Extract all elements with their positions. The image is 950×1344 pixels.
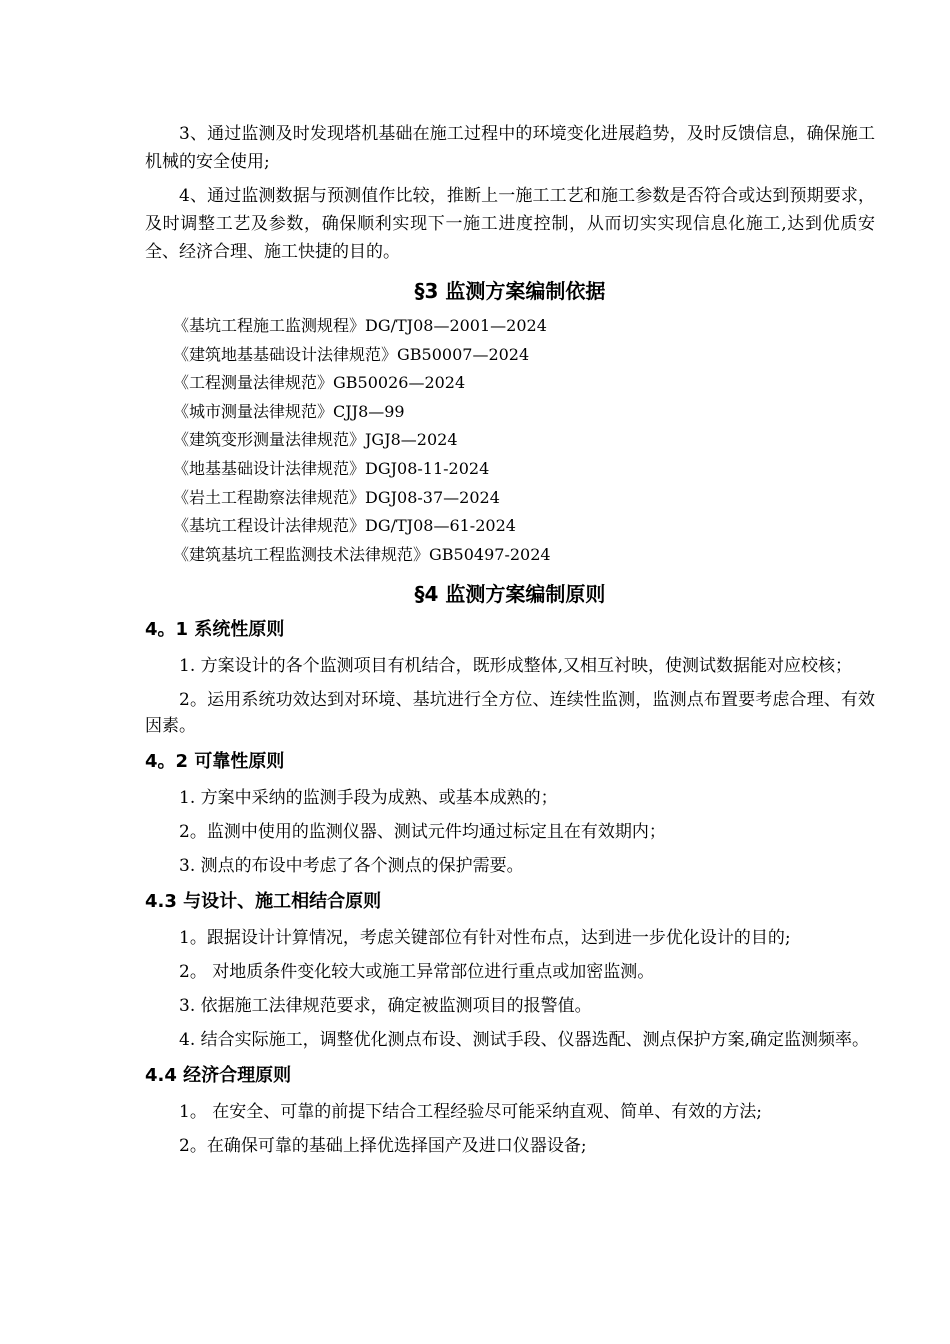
subsection-4-1-title: 4。1 系统性原则	[145, 619, 285, 641]
document-body	[145, 120, 875, 1167]
principle-item: 3. 测点的布设中考虑了各个测点的保护需要。	[179, 856, 524, 877]
reference-item: 《建筑地基基础设计法律规范》GB50007—2024	[173, 344, 530, 364]
intro-paragraph-4: 4、通过监测数据与预测值作比较，推断上一施工工艺和施工参数是否符合或达到预期要求，及时调整工艺及参数，确保顺利实现下一施工进度控制，从而切实实现信息化施工,达到优质安全、经济合理、施工快捷的目的。	[145, 186, 875, 262]
reference-item: 《工程测量法律规范》GB50026—2024	[173, 373, 466, 393]
reference-item: 《建筑基坑工程监测技术法律规范》GB50497-2024	[173, 544, 551, 564]
principle-item: 2。在确保可靠的基础上择优选择国产及进口仪器设备;	[179, 1136, 587, 1157]
reference-item: 《岩土工程勘察法律规范》DGJ08-37—2024	[173, 487, 500, 507]
subsection-4-2-title: 4。2 可靠性原则	[145, 751, 285, 773]
section-4-title: §4 监测方案编制原则	[414, 582, 606, 607]
subsection-4-4-title: 4.4 经济合理原则	[145, 1065, 292, 1087]
principle-item: 1. 方案中采纳的监测手段为成熟、或基本成熟的；	[179, 788, 558, 809]
principle-item: 2。运用系统功效达到对环境、基坑进行全方位、连续性监测，监测点布置要考虑合理、有效因素。	[145, 690, 875, 737]
reference-item: 《建筑变形测量法律规范》JGJ8—2024	[173, 430, 458, 450]
principle-item: 2。监测中使用的监测仪器、测试元件均通过标定且在有效期内；	[179, 822, 666, 843]
principle-item: 1。 在安全、可靠的前提下结合工程经验尽可能采纳直观、简单、有效的方法;	[179, 1102, 762, 1123]
reference-item: 《地基基础设计法律规范》DGJ08-11-2024	[173, 458, 490, 478]
principle-item: 3. 依据施工法律规范要求，确定被监测项目的报警值。	[179, 996, 592, 1017]
reference-item: 《基坑工程施工监测规程》DG/TJ08—2001—2024	[173, 316, 547, 335]
section-3-title: §3 监测方案编制依据	[414, 279, 606, 303]
subsection-4-3-title: 4.3 与设计、施工相结合原则	[145, 891, 382, 913]
principle-item: 1. 方案设计的各个监测项目有机结合，既形成整体,又相互衬映，使测试数据能对应校核；	[179, 656, 853, 677]
principle-item: 2。 对地质条件变化较大或施工异常部位进行重点或加密监测。	[179, 962, 655, 983]
principle-item: 1。跟据设计计算情况，考虑关键部位有针对性布点，达到进一步优化设计的目的;	[179, 928, 791, 949]
principle-item: 4. 结合实际施工，调整优化测点布设、测试手段、仪器选配、测点保护方案,确定监测频率。	[179, 1030, 870, 1051]
reference-list	[145, 312, 875, 569]
reference-item: 《基坑工程设计法律规范》DG/TJ08—61-2024	[173, 516, 516, 536]
intro-paragraph-3: 3、通过监测及时发现塔机基础在施工过程中的环境变化进展趋势，及时反馈信息，确保施工机械的安全使用;	[145, 124, 875, 172]
reference-item: 《城市测量法律规范》CJJ8—99	[173, 401, 405, 421]
